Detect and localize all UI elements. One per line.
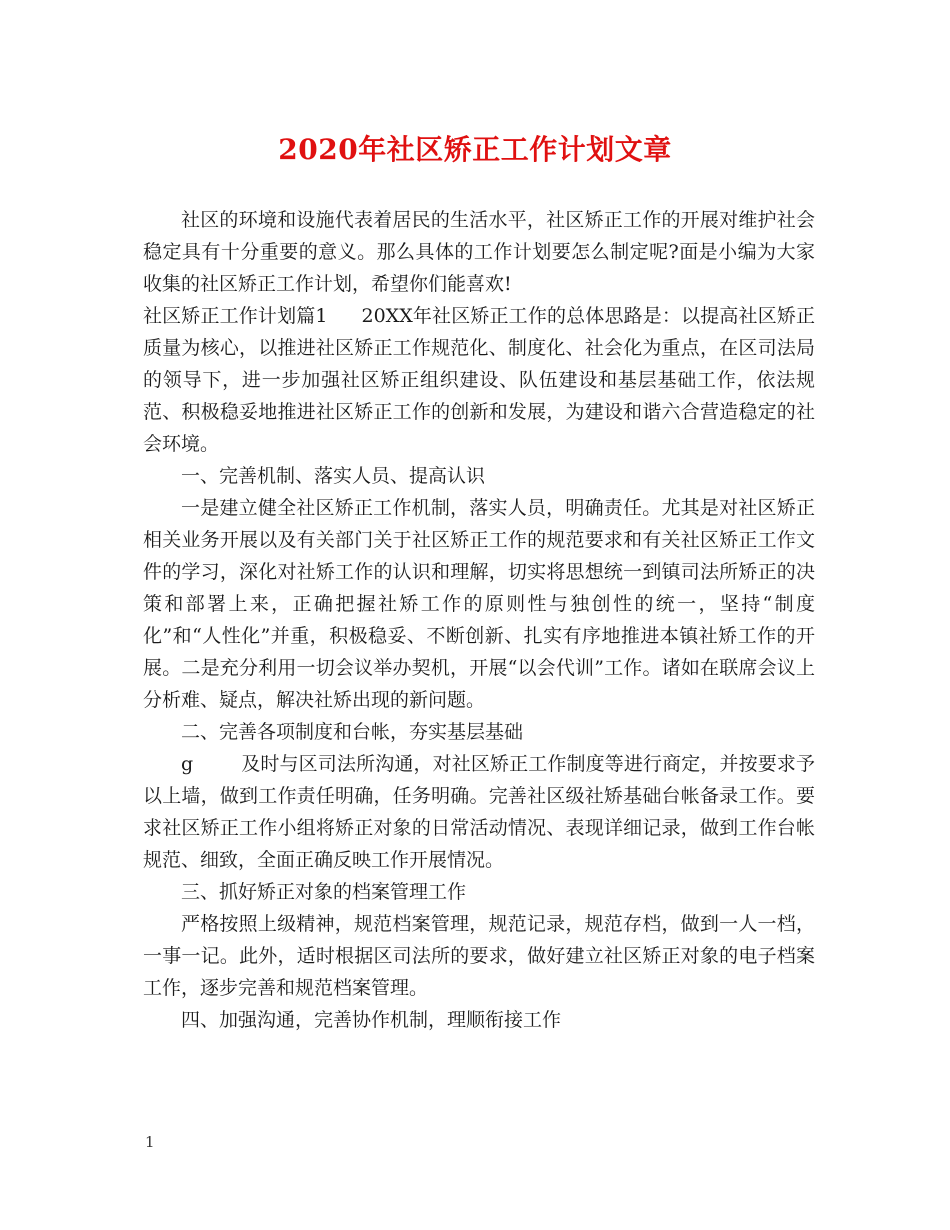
plan-heading: 社区矫正工作计划篇1	[143, 305, 328, 327]
page-number: 1	[145, 1133, 155, 1151]
section2-paragraph	[143, 748, 815, 876]
intro-paragraph: 社区的环境和设施代表着居民的生活水平，社区矫正工作的开展对维护社会稳定具有十分重要的意义。那么具体的工作计划要怎么制定呢?面是小编为大家收集的社区矫正工作计划，希望你们能喜欢!	[143, 209, 815, 295]
plan-paragraph	[143, 300, 815, 460]
plan-body: 20XX年社区矫正工作的总体思路是：以提高社区矫正质量为核心，以推进社区矫正工作规范化、制度化、社会化为重点，在区司法局的领导下，进一步加强社区矫正组织建设、队伍建设和基层基础工作，依法规范、积极稳妥地推进社区矫正工作的创新和发展，为建设和谐六合营造稳定的社会环境。	[143, 305, 816, 455]
section3-body: 严格按照上级精神，规范档案管理，规范记录，规范存档，做到一人一档，一事一记。此外，适时根据区司法所的要求，做好建立社区矫正对象的电子档案工作，逐步完善和规范档案管理。	[143, 913, 815, 999]
section2-body: 及时与区司法所沟通，对社区矫正工作制度等进行商定，并按要求予以上墙，做到工作责任明确，任务明确。完善社区级社矫基础台帐备录工作。要求社区矫正工作小组将矫正对象的日常活动情况、表现详细记录，做到工作台帐规范、细致，全面正确反映工作开展情况。	[143, 753, 815, 871]
section2-marker: g	[181, 753, 194, 775]
section2-heading: 二、完善各项制度和台帐，夯实基层基础	[181, 721, 524, 743]
section3-heading: 三、抓好矫正对象的档案管理工作	[181, 881, 467, 903]
document-title: 2020年社区矫正工作计划文章	[278, 133, 672, 166]
section4-heading: 四、加强沟通，完善协作机制，理顺衔接工作	[181, 1009, 562, 1031]
section1-heading: 一、完善机制、落实人员、提高认识	[181, 465, 486, 487]
document-body	[143, 204, 815, 1036]
section1-body: 一是建立健全社区矫正工作机制，落实人员，明确责任。尤其是对社区矫正相关业务开展以及有关部门关于社区矫正工作的规范要求和有关社区矫正工作文件的学习，深化对社矫工作的认识和理解，切实将思想统一到镇司法所矫正的决策和部署上来，正确把握社矫工作的原则性与独创性的统一，坚持“制度化”和“人性化”并重，积极稳妥、不断创新、扎实有序地推进本镇社矫工作的开展。二是充分利用一切会议举办契机，开展“以会代训”工作。诸如在联席会议上分析难、疑点，解决社矫出现的新问题。	[143, 497, 815, 711]
